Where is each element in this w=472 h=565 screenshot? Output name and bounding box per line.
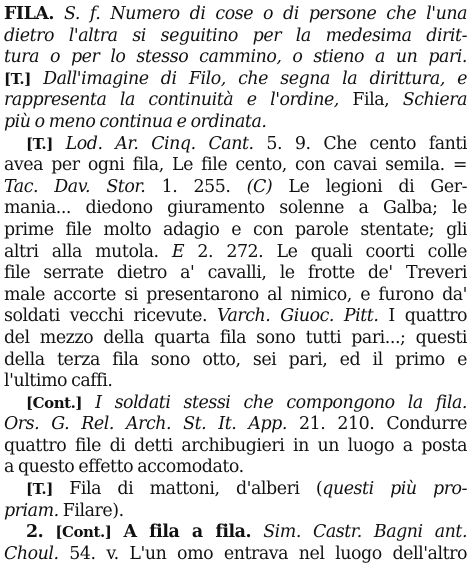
- tommaseo-tag: [T.]: [26, 480, 53, 499]
- entry-line-12: altri alla mutola. E 2. 272. Le quali coorti colle: [4, 241, 467, 262]
- citation-ref: 54. v.: [69, 543, 119, 564]
- definition: I soldati stessi che compongono la fila.: [95, 392, 467, 413]
- entry-line-19: [4, 393, 467, 415]
- entry-line-13: file serrate dietro a' cavalli, le frotte de' Treveri: [4, 263, 467, 284]
- entry-line-04: [T.] Dall'imagine di Filo, che segna la dirittura, e: [4, 68, 467, 89]
- headword: FILA.: [4, 4, 55, 24]
- tommaseo-tag: [T.]: [4, 69, 31, 88]
- entry-line-03: tura o per lo stesso cammino, o stieno a un pari.: [4, 47, 467, 68]
- citation-source: Lod. Ar. Cinq. Cant.: [65, 133, 254, 154]
- cont-tag: [Cont.]: [26, 393, 83, 412]
- cont-tag: [Cont.]: [55, 523, 112, 542]
- citation-source: Varch. Giuoc. Pitt.: [216, 306, 379, 327]
- entry-line-23: [T.] Fila di mattoni, d'alberi (questi più pro-: [26, 479, 467, 500]
- entry-line-21: quattro file di detti archibugieri in un luogo a posta: [4, 435, 467, 456]
- entry-line-18: l'ultimo caffi.: [4, 371, 113, 392]
- entry-line-25: [4, 522, 467, 544]
- entry-line-15: soldati vecchi ricevute. Varch. Giuoc. Pitt. I quattro: [4, 306, 467, 327]
- entry-line-10: mania... diedono giuramento solenne a Galba; le: [4, 198, 467, 219]
- citation-ref: 21. 210.: [299, 414, 375, 435]
- entry-line-22: a questo effetto accomodato.: [4, 457, 244, 478]
- part-of-speech: S. f.: [64, 4, 101, 24]
- citation-source: Choul.: [4, 543, 59, 564]
- phrase: A fila a fila.: [123, 522, 252, 543]
- entry-line-09: Tac. Dav. Stor. 1. 255. (C) Le legioni di Ger-: [4, 176, 467, 197]
- tommaseo-tag: [T.]: [26, 134, 53, 153]
- citation-ref: 1. 255.: [161, 176, 231, 197]
- citation-ref: 5. 9.: [266, 133, 311, 154]
- citation-source: Tac. Dav. Stor.: [4, 176, 146, 197]
- entry-line-05: rappresenta la continuità e l'ordine, Fila, Schiera: [4, 90, 467, 111]
- entry-line-06: più o meno continua e ordinata.: [4, 111, 267, 132]
- entry-line-08: avea per ogni fila, Le file cento, con cavai semila. =: [4, 155, 467, 176]
- sense-number: 2.: [26, 522, 44, 543]
- entry-line-17: della terza fila sono otto, sei pari, ed il primo e: [4, 349, 467, 370]
- entry-line-07: [T.] Lod. Ar. Cinq. Cant. 5. 9. Che cento fanti: [26, 133, 467, 154]
- entry-line-26: Choul. 54. v. L'un omo entrava nel luogo dell'altro: [4, 543, 467, 564]
- entry-line-01: [4, 4, 467, 26]
- citation-source: Sim. Castr. Bagni ant.: [263, 522, 467, 543]
- entry-line-24: priam. Filare).: [4, 500, 124, 521]
- entry-line-02: dietro l'altra si seguitino per la medesima dirit-: [4, 25, 467, 46]
- citation-ref: 2. 272.: [197, 241, 264, 262]
- entry-line-14: male accorte si presentarono al nimico, e furono da': [4, 284, 467, 305]
- entry-line-20: Ors. G. Rel. Arch. St. It. App. 21. 210. Condurre: [4, 414, 467, 435]
- citation-source: E: [171, 241, 185, 262]
- entry-line-11: prime file molto adagio e con parole stentate; gli: [4, 219, 467, 240]
- definition: Numero di cose o di persone che l'una: [110, 4, 467, 24]
- citation-source: Ors. G. Rel. Arch. St. It. App.: [4, 414, 287, 435]
- entry-line-16: del mezzo della quarta fila sono tutti pari...; questi: [4, 327, 467, 348]
- crusca-tag: (C): [246, 176, 273, 197]
